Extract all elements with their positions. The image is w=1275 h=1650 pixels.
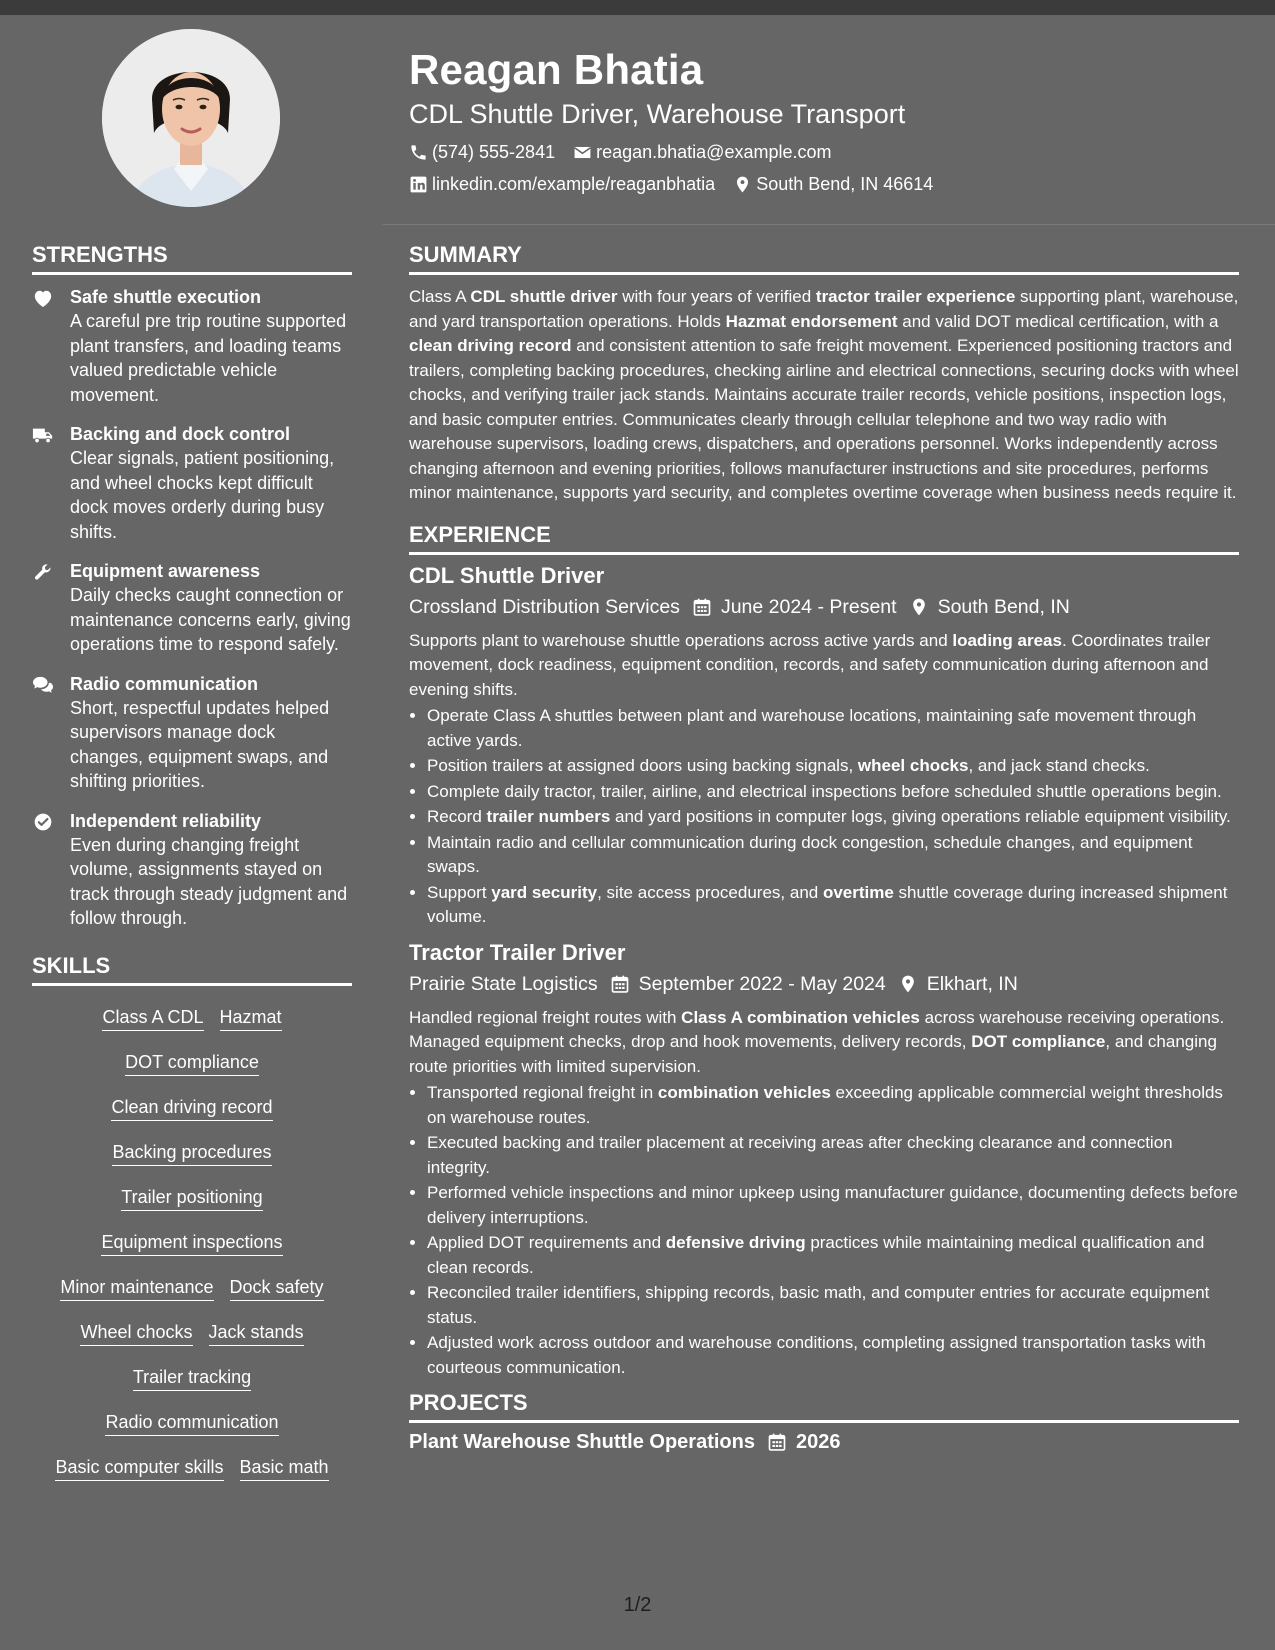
skill-row xyxy=(32,1176,352,1221)
skills-heading: SKILLS xyxy=(32,952,111,978)
job-bullets xyxy=(409,1081,1239,1380)
strength-title: Safe shuttle execution xyxy=(70,287,262,307)
calendar-icon xyxy=(610,974,630,994)
skills-list xyxy=(32,996,352,1491)
strength-title: Independent reliability xyxy=(70,810,262,831)
skill-row xyxy=(32,1266,352,1311)
resume-header xyxy=(409,42,1239,200)
contact-row-2 xyxy=(409,168,1239,200)
strength-item xyxy=(32,672,352,794)
strength-body xyxy=(70,672,352,794)
strength-description: A careful pre trip routine supported plant transfers, and loading teams valued predictable vehicle movement. xyxy=(70,311,347,405)
job-entry xyxy=(409,938,1239,1381)
skill-tag: Basic computer skills xyxy=(55,1455,223,1481)
skill-row xyxy=(32,1446,352,1491)
projects-rule xyxy=(409,1420,1239,1423)
comments-icon xyxy=(32,672,70,794)
projects-list xyxy=(409,1427,1239,1457)
strengths-list xyxy=(32,285,352,931)
contact-row-1 xyxy=(409,136,1239,168)
job-dates: June 2024 - Present xyxy=(692,591,897,623)
strength-body xyxy=(70,422,352,544)
map-pin-icon xyxy=(733,175,752,194)
page-indicator: 1/2 xyxy=(623,1594,652,1616)
strength-title: Equipment awareness xyxy=(70,561,261,581)
job-title: CDL Shuttle Driver xyxy=(409,562,605,588)
strength-item xyxy=(32,559,352,657)
wrench-icon xyxy=(32,559,70,657)
job-meta xyxy=(409,968,1239,1000)
map-pin-icon xyxy=(898,974,918,994)
location-text: South Bend, IN 46614 xyxy=(756,174,934,194)
project-entry xyxy=(409,1427,1239,1457)
job-summary: Supports plant to warehouse shuttle operations across active yards and loading areas. Coordinates trailer movement, dock readiness, equipment condition, records, and safety communication during afternoon and evening shifts. xyxy=(409,630,1211,699)
job-bullet: • Record trailer numbers and yard positions in computer logs, giving operations reliable equipment visibility. xyxy=(427,805,1239,830)
envelope-icon xyxy=(573,143,592,162)
skill-tag: Trailer tracking xyxy=(133,1365,251,1391)
job-location: South Bend, IN xyxy=(909,591,1070,623)
job-dates: September 2022 - May 2024 xyxy=(610,968,886,1000)
skill-tag: Radio communication xyxy=(105,1410,278,1436)
profile-photo xyxy=(102,29,280,207)
job-bullet: • Executed backing and trailer placement at receiving areas after checking clearance and connection integrity. xyxy=(427,1131,1239,1180)
strength-description: Clear signals, patient positioning, and wheel chocks kept difficult dock moves orderly during busy shifts. xyxy=(70,448,335,542)
strength-description: Daily checks caught connection or maintenance concerns early, giving operations time to respond safely. xyxy=(70,585,351,654)
phone-icon xyxy=(409,143,428,162)
strength-description: Even during changing freight volume, assignments stayed on track through steady judgment and follow through. xyxy=(70,834,348,928)
skill-row xyxy=(32,1131,352,1176)
skill-tag: Hazmat xyxy=(220,1005,282,1031)
job-title: Tractor Trailer Driver xyxy=(409,939,626,965)
skill-tag: Equipment inspections xyxy=(101,1230,282,1256)
check-circle-icon xyxy=(32,809,70,931)
strength-body xyxy=(70,559,352,657)
experience-heading: EXPERIENCE xyxy=(409,521,551,547)
linkedin-link[interactable]: linkedin.com/example/reaganbhatia xyxy=(432,174,716,194)
skill-tag: Jack stands xyxy=(209,1320,304,1346)
project-title: Plant Warehouse Shuttle Operations xyxy=(409,1431,755,1453)
projects-heading: PROJECTS xyxy=(409,1390,528,1415)
linkedin-contact xyxy=(409,168,715,200)
project-year: 2026 xyxy=(795,1431,841,1453)
calendar-icon xyxy=(767,1432,787,1452)
portrait-image xyxy=(102,29,280,207)
strengths-heading: STRENGTHS xyxy=(32,242,168,267)
job-bullet: • Support yard security, site access procedures, and overtime shuttle coverage during increased shipment volume. xyxy=(427,881,1239,930)
job-bullet: • Position trailers at assigned doors using backing signals, wheel chocks, and jack stand checks. xyxy=(427,754,1239,779)
job-location: Elkhart, IN xyxy=(898,968,1018,1000)
skill-tag: Backing procedures xyxy=(112,1140,271,1166)
skill-tag: Minor maintenance xyxy=(60,1275,213,1301)
job-bullet: • Adjusted work across outdoor and warehouse conditions, completing assigned transportation tasks with courteous communication. xyxy=(427,1331,1239,1380)
skill-tag: Basic math xyxy=(240,1455,329,1481)
job-bullets xyxy=(409,704,1239,930)
job-bullet: • Reconciled trailer identifiers, shipping records, basic math, and computer entries for accurate equipment status. xyxy=(427,1281,1239,1330)
job-bullet: • Transported regional freight in combination vehicles exceeding applicable commercial weight thresholds on warehouse routes. xyxy=(427,1081,1239,1130)
candidate-name: Reagan Bhatia xyxy=(409,46,704,93)
location-contact xyxy=(733,168,933,200)
email-link[interactable]: reagan.bhatia@example.com xyxy=(596,142,832,162)
skill-tag: DOT compliance xyxy=(125,1050,259,1076)
strength-body xyxy=(70,809,352,931)
truck-icon xyxy=(32,422,70,544)
phone-contact xyxy=(409,136,555,168)
email-contact xyxy=(573,136,831,168)
summary-text: Class A CDL shuttle driver with four years of verified tractor trailer experience supporting plant, warehouse, and yard transportation operations. Holds Hazmat endorsement and valid DOT medical certification, with a clean driving record and consistent attention to safe freight movement. Experienced positioning tractors and trailers, completing backing procedures, checking airline and electrical connections, securing docks with wheel chocks, and verifying trailer jack stands. Maintains accurate trailer records, vehicle positions, inspection logs, and basic computer entries. Communicates clearly through cellular telephone and two way radio with warehouse supervisors, loading crews, dispatchers, and operations personnel. Works independently across changing afternoon and evening priorities, follows manufacturer instructions and site procedures, performs minor maintenance, supports yard security, and completes overtime coverage when business needs require it. xyxy=(409,287,1239,502)
heart-icon xyxy=(32,285,70,407)
skill-row xyxy=(32,1221,352,1266)
map-pin-icon xyxy=(909,597,929,617)
skill-row xyxy=(32,996,352,1041)
job-entry xyxy=(409,561,1239,930)
skill-tag: Class A CDL xyxy=(102,1005,203,1031)
job-bullet: • Operate Class A shuttles between plant and warehouse locations, maintaining safe movement through active yards. xyxy=(427,704,1239,753)
skill-row xyxy=(32,1401,352,1446)
skill-tag: Dock safety xyxy=(230,1275,324,1301)
company-name: Crossland Distribution Services xyxy=(409,595,680,618)
linkedin-icon xyxy=(409,175,428,194)
skill-row xyxy=(32,1041,352,1086)
skill-tag: Wheel chocks xyxy=(80,1320,192,1346)
skill-row xyxy=(32,1311,352,1356)
job-meta xyxy=(409,591,1239,623)
strength-title: Radio communication xyxy=(70,673,259,694)
skill-tag: Clean driving record xyxy=(111,1095,272,1121)
left-column xyxy=(32,240,352,1491)
summary-heading: SUMMARY xyxy=(409,242,522,267)
candidate-role: CDL Shuttle Driver, Warehouse Transport xyxy=(409,99,906,129)
experience-rule xyxy=(409,552,1239,555)
skill-tag: Trailer positioning xyxy=(121,1185,262,1211)
strength-item xyxy=(32,285,352,407)
strength-description: Short, respectful updates helped supervisors manage dock changes, equipment swaps, and shifting priorities. xyxy=(70,697,330,791)
job-bullet: • Performed vehicle inspections and minor upkeep using manufacturer guidance, documenting defects before delivery interruptions. xyxy=(427,1181,1239,1230)
header-divider xyxy=(383,224,1275,225)
right-column xyxy=(409,240,1239,1457)
skill-row xyxy=(32,1356,352,1401)
phone-text[interactable]: (574) 555-2841 xyxy=(432,142,556,162)
top-bar xyxy=(0,0,1275,15)
skills-rule xyxy=(32,983,352,986)
strength-title: Backing and dock control xyxy=(70,424,291,444)
job-bullet: • Complete daily tractor, trailer, airline, and electrical inspections before scheduled shuttle operations begin. xyxy=(427,780,1239,805)
strength-body xyxy=(70,285,352,407)
job-summary: Handled regional freight routes with Class A combination vehicles across warehouse receiving operations. Managed equipment checks, drop and hook movements, delivery records, DOT compliance, and changing route priorities with limited supervision. xyxy=(409,1007,1225,1076)
summary-rule xyxy=(409,272,1239,275)
strengths-rule xyxy=(32,272,352,275)
job-bullet: • Maintain radio and cellular communication during dock congestion, schedule changes, and equipment swaps. xyxy=(427,831,1239,880)
strength-item xyxy=(32,422,352,544)
strength-item xyxy=(32,809,352,931)
job-bullet: • Applied DOT requirements and defensive driving practices while maintaining medical qualification and clean records. xyxy=(427,1231,1239,1280)
jobs-list xyxy=(409,561,1239,1381)
company-name: Prairie State Logistics xyxy=(409,972,598,995)
skill-row xyxy=(32,1086,352,1131)
calendar-icon xyxy=(692,597,712,617)
